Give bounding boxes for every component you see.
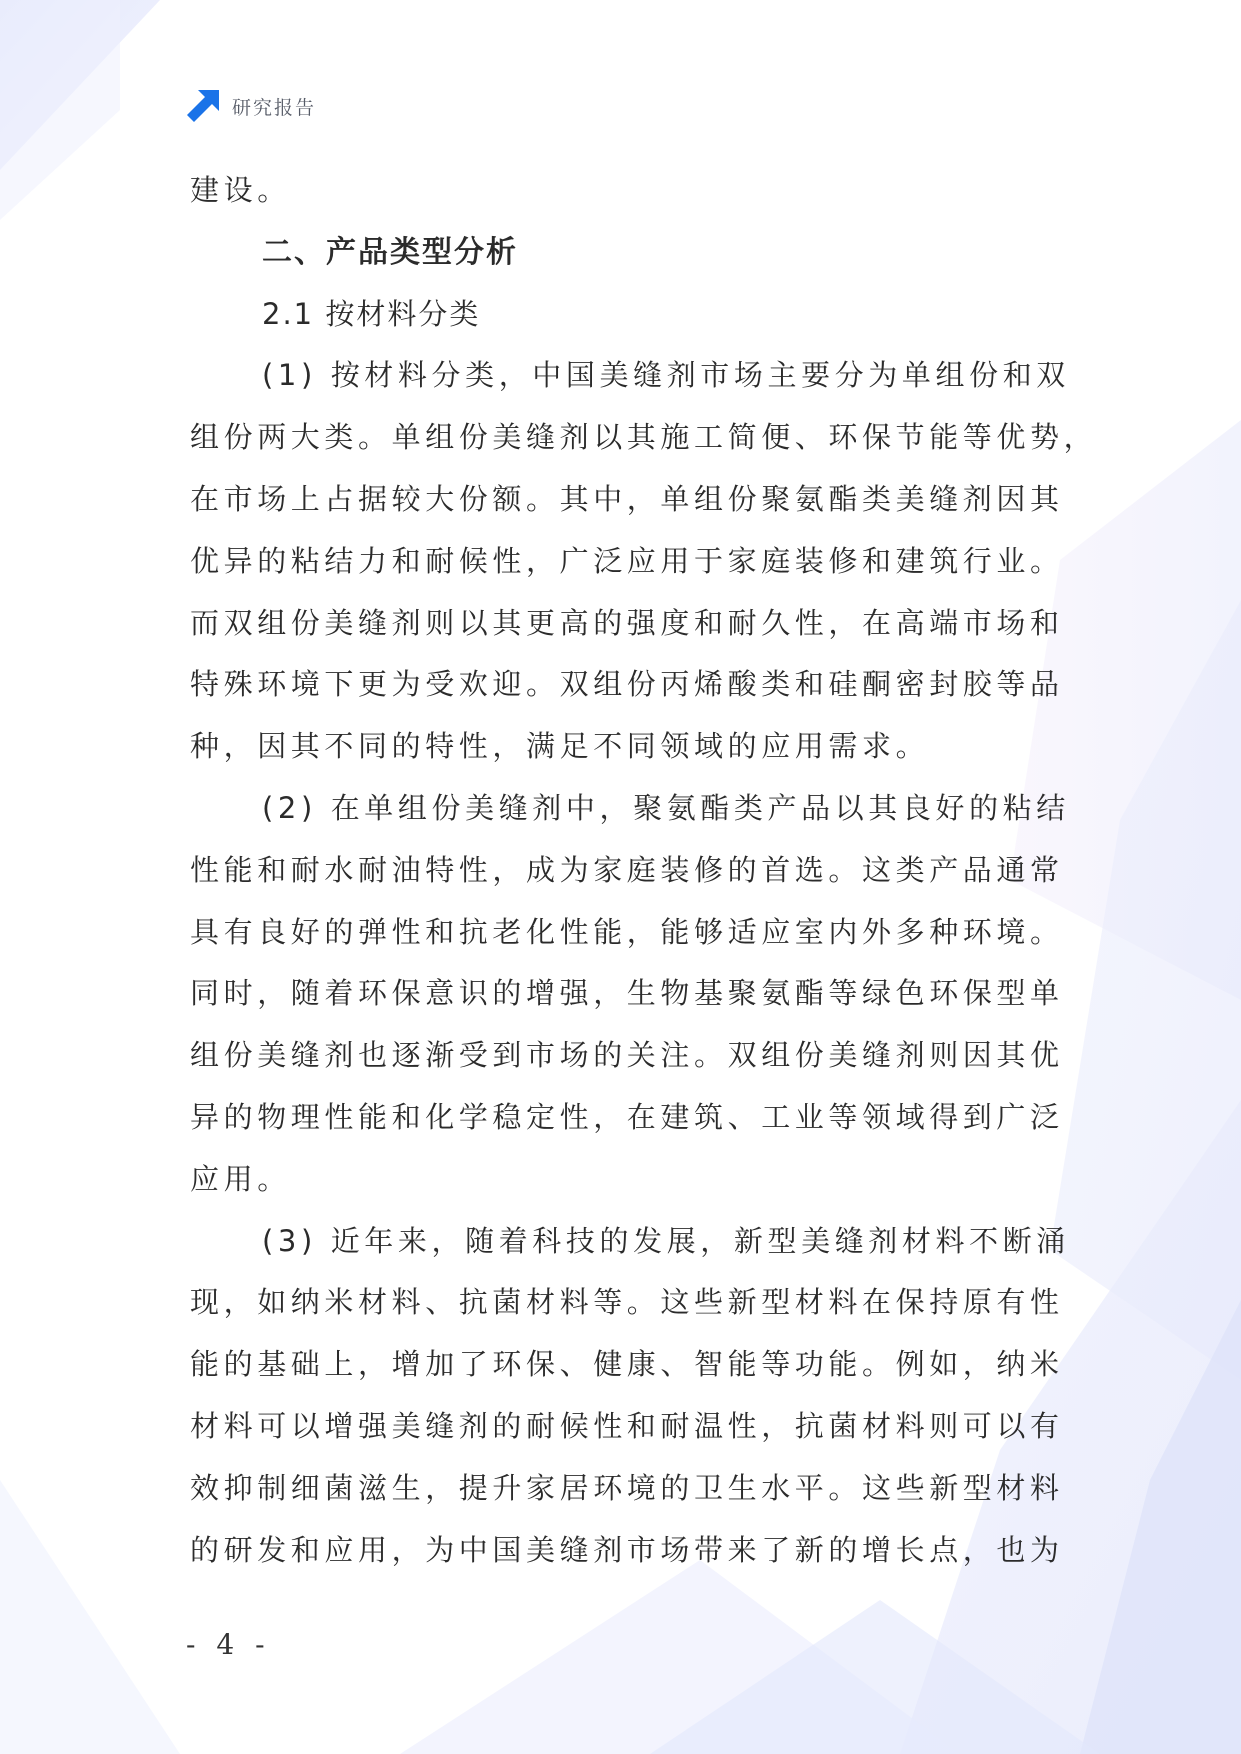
paragraph-3-line: 现，如纳米材料、抗菌材料等。这些新型材料在保持原有性 [190,1285,1064,1320]
paragraph-1-line: 而双组份美缝剂则以其更高的强度和耐久性，在高端市场和 [190,605,1064,640]
paragraph-3-line: 的研发和应用，为中国美缝剂市场带来了新的增长点，也为 [190,1532,1064,1567]
arrow-up-right-icon [186,89,220,123]
paragraph-2-line: 组份美缝剂也逐渐受到市场的关注。双组份美缝剂则因其优 [190,1038,1064,1073]
paragraph-2-line: (2) 在单组份美缝剂中，聚氨酯类产品以其良好的粘结 [262,790,1070,825]
paragraph-2-line: 具有良好的弹性和抗老化性能，能够适应室内外多种环境。 [190,914,1064,949]
paragraph-1-line: 组份两大类。单组份美缝剂以其施工简便、环保节能等优势， [190,420,1098,455]
paragraph-1-line: 在市场上占据较大份额。其中，单组份聚氨酯类美缝剂因其 [190,481,1064,516]
paragraph-1-line: 特殊环境下更为受欢迎。双组份丙烯酸类和硅酮密封胶等品 [190,667,1064,702]
paragraph-3-line: 效抑制细菌滋生，提升家居环境的卫生水平。这些新型材料 [190,1470,1064,1505]
subsection-heading: 2.1 按材料分类 [262,296,481,331]
paragraph-3-line: 能的基础上，增加了环保、健康、智能等功能。例如，纳米 [190,1347,1064,1382]
body-text [190,160,1098,1581]
paragraph-3-line: 材料可以增强美缝剂的耐候性和耐温性，抗菌材料则可以有 [190,1408,1064,1443]
paragraph-3-line: (3) 近年来，随着科技的发展，新型美缝剂材料不断涌 [262,1223,1070,1258]
paragraph-2-line: 异的物理性能和化学稳定性，在建筑、工业等领域得到广泛 [190,1099,1064,1134]
paragraph-1-line: (1) 按材料分类，中国美缝剂市场主要分为单组份和双 [262,358,1070,393]
paragraph-2-line: 同时，随着环保意识的增强，生物基聚氨酯等绿色环保型单 [190,976,1064,1011]
header-title: 研究报告 [232,96,317,119]
page-header [186,88,316,124]
paragraph-1-line: 优异的粘结力和耐候性，广泛应用于家庭装修和建筑行业。 [190,543,1064,578]
paragraph-1-line: 种，因其不同的特性，满足不同领域的应用需求。 [190,729,930,764]
paragraph-2-line: 性能和耐水耐油特性，成为家庭装修的首选。这类产品通常 [190,852,1064,887]
section-heading: 二、产品类型分析 [262,234,518,270]
page-number: - 4 - [186,1628,271,1661]
text-line: 建设。 [190,173,291,207]
paragraph-2-line: 应用。 [190,1161,291,1196]
